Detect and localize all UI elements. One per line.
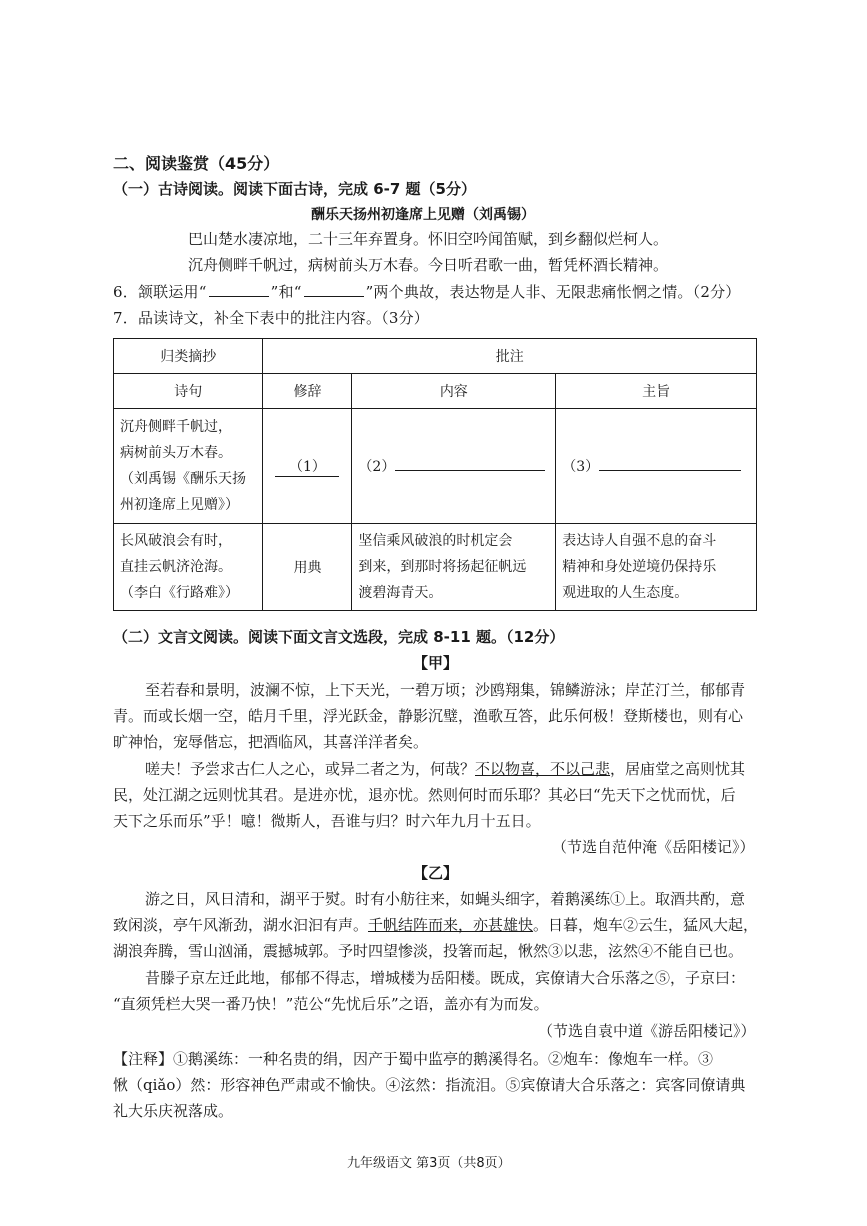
passage-a-line: 旷神怡，宠辱偕忘，把酒临风，其喜洋洋者矣。 [113,733,429,751]
passage-a-text: ，居庙堂之高则忧其 [610,760,746,778]
answer-blank-2-label: （2） [358,459,396,475]
passage-a-line: 天下之乐而乐”乎！噫！微斯人，吾谁与归？时六年九月十五日。 [113,812,541,830]
row1-theme [556,409,757,524]
row2-verse-source: （李白《行路难》） [120,585,239,601]
part2-heading: （二）文言文阅读。阅读下面文言文选段，完成 8-11 题。（12分） [113,628,565,646]
part1-heading: （一）古诗阅读。阅读下面古诗，完成 6-7 题（5分） [113,180,476,198]
passage-b-text: 。日暮，炮车②云生，猛风大起， [533,916,759,934]
row2-content-line: 渡碧海青天。 [358,585,443,601]
section-title: 二、阅读鉴赏（45分） [113,154,280,173]
row2-content-line: 到来，到那时将扬起征帆远 [358,559,527,575]
row2-content-line: 坚信乘风破浪的时机定会 [358,533,513,549]
passage-a-label: 【甲】 [413,654,459,672]
passage-b-source: （节选自袁中道《游岳阳楼记》） [538,1022,756,1040]
answer-blank-2[interactable] [395,458,545,471]
page-footer: 九年级语文 第3页（共8页） [347,1156,511,1171]
poem-line-1: 巴山楚水凄凉地，二十三年弃置身。怀旧空吟闻笛赋，到乡翻似烂柯人。 [188,230,669,248]
notes-line: 礼大乐庆祝落成。 [113,1102,234,1120]
q6-blank-2[interactable] [304,284,364,297]
passage-b-line: 湖浪奔腾，雪山汹涌，震撼城郭。予时四望惨淡，投箸而起，愀然③以悲，泫然④不能自已也。 [113,942,744,960]
row2-verse-line: 直挂云帆济沧海。 [120,559,232,575]
underlined-sentence-b: 千帆结阵而来，亦甚雄快 [368,916,534,934]
row1-content [352,409,556,524]
passage-a-line [145,758,745,779]
annotation-table [113,338,757,611]
passage-b-label: 【乙】 [413,864,459,882]
row2-verse-line: 长风破浪会有时， [120,533,232,549]
header-rhetoric: 修辞 [263,374,352,409]
passage-a-line: 民，处江湖之远则忧其君。是进亦忧，退亦忧。然则何时而乐耶？其必曰“先天下之忧而忧，后 [113,786,736,804]
header-content: 内容 [352,374,556,409]
q6-blank-1[interactable] [209,284,269,297]
header-verse: 诗句 [114,374,263,409]
question-7: 7．品读诗文，补全下表中的批注内容。（3分） [113,309,429,327]
answer-blank-1[interactable]: （1） [275,456,339,477]
header-category: 归类摘抄 [114,339,263,374]
passage-b-line [113,914,758,935]
row2-theme-line: 观进取的人生态度。 [562,585,689,601]
passage-a-line: 青。而或长烟一空，皓月千里，浮光跃金，静影沉璧，渔歌互答，此乐何极！登斯楼也，则有心 [113,707,744,725]
passage-a-text: 嗟夫！予尝求古仁人之心，或异二者之为，何哉？ [145,760,476,778]
notes-line: 愀（qiǎo）然：形容神色严肃或不愉快。④泫然：指流泪。⑤宾僚请大合乐落之：宾客同僚请典 [113,1076,746,1094]
row2-rhetoric: 用典 [263,524,352,611]
q6-part-a: 6．颔联运用“ [113,283,207,301]
q6-part-c: ”两个典故，表达物是人非、无限悲痛怅惘之情。（2分） [365,283,741,301]
passage-a-line: 至若春和景明，波澜不惊，上下天光，一碧万顷；沙鸥翔集，锦鳞游泳；岸芷汀兰，郁郁青 [145,681,746,699]
header-theme: 主旨 [556,374,757,409]
row2-theme-line: 表达诗人自强不息的奋斗 [562,533,717,549]
answer-blank-3[interactable] [599,458,741,471]
answer-blank-3-label: （3） [562,459,600,475]
underlined-sentence-a: 不以物喜，不以己悲 [475,760,611,778]
row2-verse [114,524,263,611]
passage-b-line: “直须凭栏大哭一番乃快！”范公“先忧后乐”之语，盖亦有为而发。 [113,995,549,1013]
row1-rhetoric [263,409,352,524]
row2-content [352,524,556,611]
row2-theme [556,524,757,611]
poem-title: 酬乐天扬州初逢席上见赠（刘禹锡） [311,207,535,223]
row1-verse-line: 病树前头万木春。 [120,445,232,461]
row1-verse [114,409,263,524]
passage-b-line: 昔滕子京左迁此地，郁郁不得志，增城楼为岳阳楼。既成，宾僚请大合乐落之⑤，子京曰： [145,969,746,987]
poem-line-2: 沉舟侧畔千帆过，病树前头万木春。今日听君歌一曲，暂凭杯酒长精神。 [188,256,669,274]
notes-line: 【注释】①鹅溪练：一种名贵的绢，因产于蜀中监亭的鹅溪得名。②炮车：像炮车一样。③ [113,1050,714,1068]
question-6 [113,281,740,302]
row2-theme-line: 精神和身处逆境仍保持乐 [562,559,717,575]
q6-part-b: ”和“ [270,283,302,301]
passage-a-source: （节选自范仲淹《岳阳楼记》） [552,838,755,856]
row1-verse-source: （刘禹锡《酬乐天扬 [120,471,246,487]
row1-verse-line: 沉舟侧畔千帆过， [120,419,232,435]
passage-b-text: 致闲淡，亭午风渐劲，湖水汩汩有声。 [113,916,369,934]
row1-verse-source: 州初逢席上见赠》） [120,497,239,513]
passage-b-line: 游之日，风日清和，湖平于熨。时有小舫往来，如蝇头细字，着鹅溪练①上。取酒共酌，意 [145,890,746,908]
header-annotation: 批注 [263,339,757,374]
